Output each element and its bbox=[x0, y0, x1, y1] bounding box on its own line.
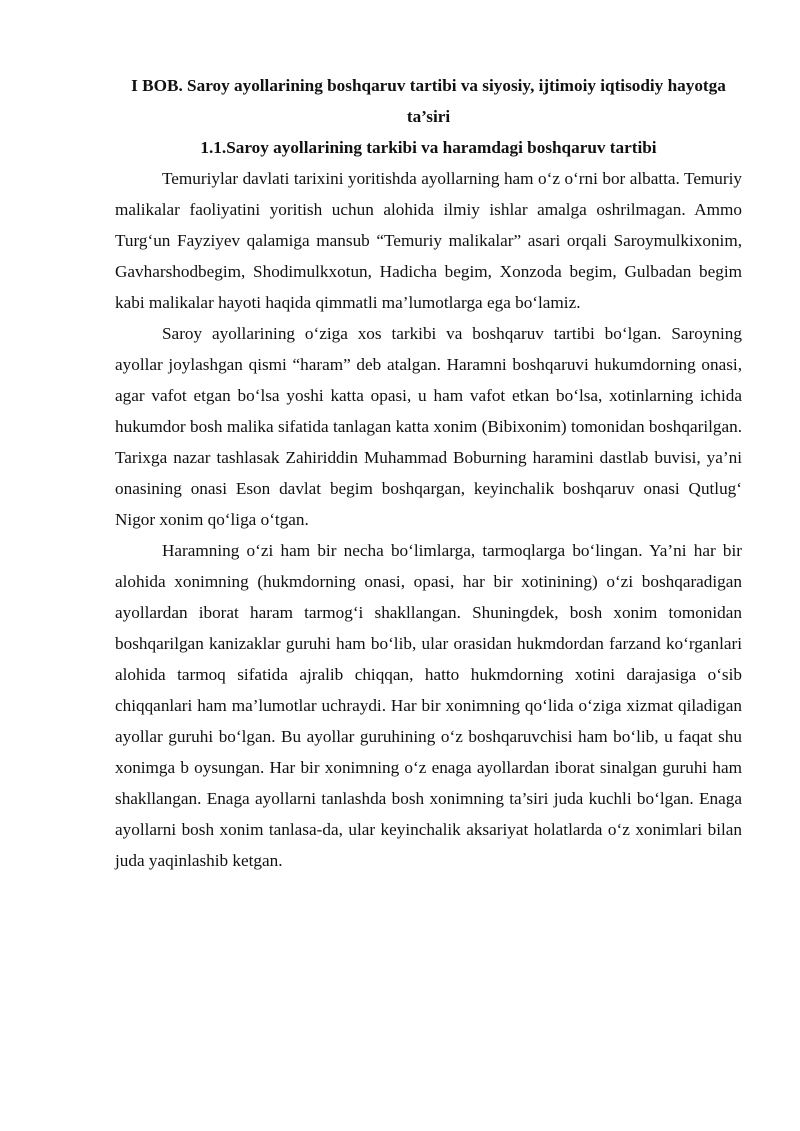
paragraph-2: Saroy ayollarining o‘ziga xos tarkibi va boshqaruv tartibi bo‘lgan. Saroyning ayollar joylashgan qismi “haram” deb atalgan. Haramni boshqaruvi hukumdorning onasi, agar vafot etgan bo‘lsa yoshi katta opasi, u ham vafot etkan bo‘lsa, xotinlarning ichida hukumdor bosh malika sifatida tanlagan katta xonim (Bibixonim) tomonidan boshqarilgan. Tarixga nazar tashlasak Zahiriddin Muhammad Boburning haramini dastlab buvisi, ya’ni onasining onasi Eson davlat begim boshqargan, keyinchalik boshqaruv onasi Qutlug‘ Nigor xonim qo‘liga o‘tgan. bbox=[115, 324, 742, 529]
chapter-title: I BOB. Saroy ayollarining boshqaruv tartibi va siyosiy, ijtimoiy iqtisodiy hayotga ta’siri bbox=[131, 76, 726, 126]
paragraph-1: Temuriylar davlati tarixini yoritishda ayollarning ham o‘z o‘rni bor albatta. Temuriy malikalar faoliyatini yoritish uchun alohida ilmiy ishlar amalga oshrilmagan. Ammo Turg‘un Fayziyev qalamiga mansub “Temuriy malikalar” asari orqali Saroymulkixonim, Gavharshodbegim, Shodimulkxotun, Hadicha begim, Xonzoda begim, Gulbadan begim kabi malikalar hayoti haqida qimmatli ma’lumotlarga ega bo‘lamiz. bbox=[115, 169, 742, 312]
document-page bbox=[115, 70, 742, 876]
section-title: 1.1.Saroy ayollarining tarkibi va haramdagi boshqaruv tartibi bbox=[200, 138, 657, 157]
paragraph-3: Haramning o‘zi ham bir necha bo‘limlarga, tarmoqlarga bo‘lingan. Ya’ni har bir alohida xonimning (hukmdorning onasi, opasi, har bir xotinining) o‘zi boshqaradigan ayollardan iborat haram tarmog‘i shakllangan. Shuningdek, bosh xonim tomonidan boshqarilgan kanizaklar guruhi ham bo‘lib, ular orasidan hukmdordan farzand ko‘rganlari alohida tarmoq sifatida ajralib chiqqan, hatto hukmdorning xotini darajasiga o‘sib chiqqanlari ham ma’lumotlar uchraydi. Har bir xonimning qo‘lida o‘ziga xizmat qiladigan ayollar guruhi bo‘lgan. Bu ayollar guruhining o‘z boshqaruvchisi ham bo‘lib, u faqat shu xonimga b oysungan. Har bir xonimning o‘z enaga ayollardan iborat sinalgan guruhi ham shakllangan. Enaga ayollarni tanlashda bosh xonimning ta’siri juda kuchli bo‘lgan. Enaga ayollarni bosh xonim tanlasa-da, ular keyinchalik aksariyat holatlarda o‘z xonimlari bilan juda yaqinlashib ketgan. bbox=[115, 541, 742, 870]
